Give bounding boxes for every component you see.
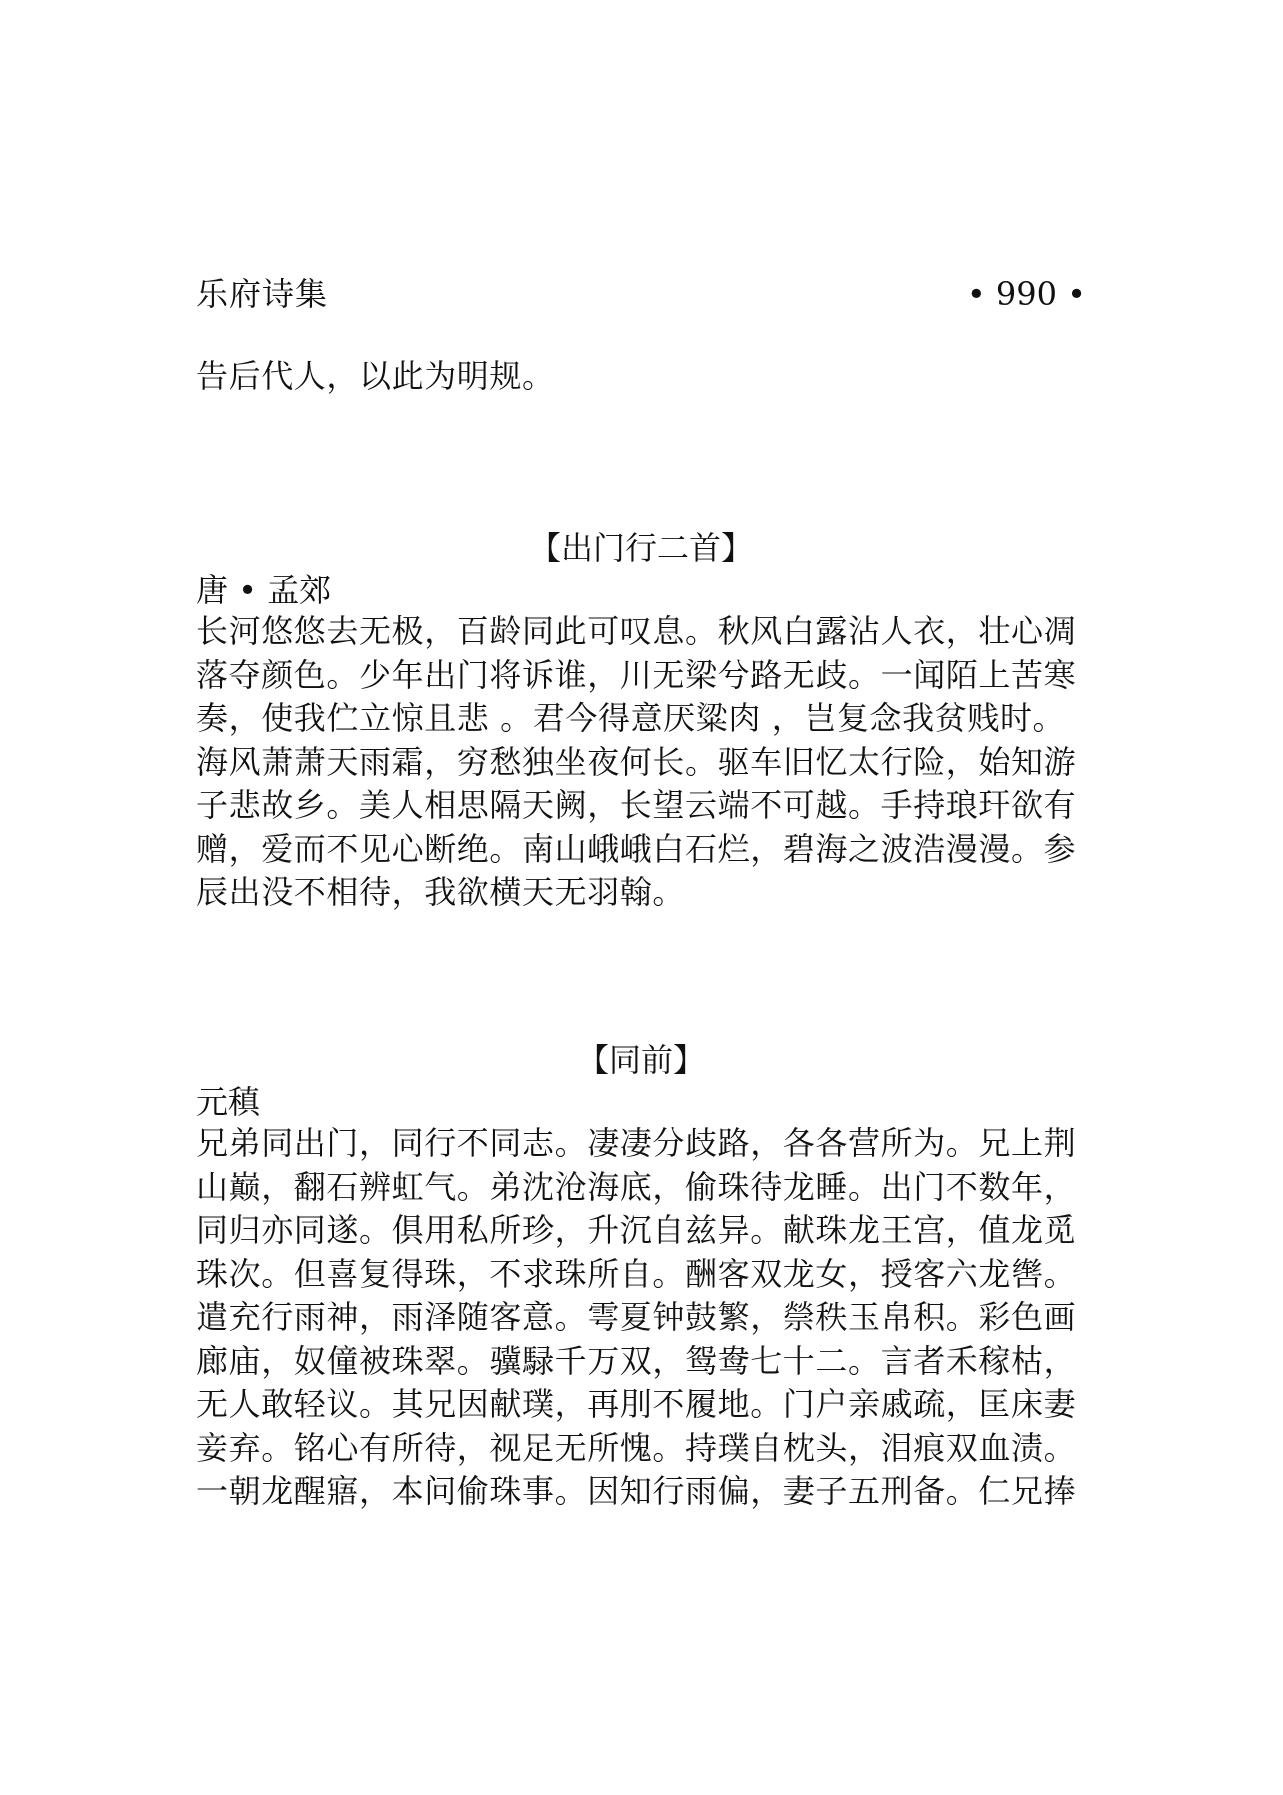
poem-line: 遣充行雨神，雨泽随客意。雩夏钟鼓繁，禜秩玉帛积。彩色画 (196, 1298, 1077, 1336)
poem-author: 唐 • 孟郊 (196, 571, 332, 609)
poem-line: 一朝龙醒寤，本问偷珠事。因知行雨偏，妻子五刑备。仁兄捧 (196, 1472, 1077, 1510)
page-number: • 990 • (966, 275, 1086, 313)
poem-line: 辰出没不相待，我欲横天无羽翰。 (196, 873, 686, 911)
poem-line: 珠次。但喜复得珠，不求珠所自。酬客双龙女，授客六龙辔。 (196, 1254, 1077, 1293)
poem-line: 子悲故乡。美人相思隔天阙，长望云端不可越。手持琅玕欲有 (196, 786, 1077, 824)
page-header (196, 270, 1086, 318)
poem-line: 廊庙，奴僮被珠翠。骥騄千万双，鸳鸯七十二。言者禾稼枯， (196, 1341, 1077, 1380)
poem-line: 无人敢轻议。其兄因献璞，再刖不履地。门户亲戚疏，匡床妻 (196, 1385, 1077, 1423)
poem-line: 落夺颜色。少年出门将诉谁，川无梁兮路无歧。一闻陌上苦寒 (196, 655, 1077, 694)
poem-line: 海风萧萧天雨霜，穷愁独坐夜何长。驱车旧忆太行险，始知游 (196, 742, 1077, 781)
poem-body (196, 1122, 1086, 1514)
poem-title: 【同前】 (576, 1041, 705, 1079)
poem-line: 奏，使我伫立惊且悲 。君今得意厌粱肉 ，岂复念我贫贱时。 (196, 699, 1066, 737)
poem-author: 元稹 (196, 1083, 261, 1121)
book-title: 乐府诗集 (196, 275, 329, 313)
poem-line: 赠，爱而不见心断绝。南山峨峨白石烂，碧海之波浩漫漫。参 (196, 829, 1077, 868)
poem-line: 山巅，翻石辨虹气。弟沈沧海底，偷珠待龙睡。出门不数年， (196, 1167, 1077, 1206)
poem-line: 同归亦同遂。俱用私所珍，升沉自兹异。献珠龙王宫，值龙觅 (196, 1211, 1077, 1249)
intro-line: 告后代人，以此为明规。 (196, 357, 555, 395)
poem-title: 【出门行二首】 (528, 529, 753, 567)
poem-line: 妾弃。铭心有所待，视足无所愧。持璞自枕头，泪痕双血渍。 (196, 1428, 1077, 1467)
poem-line: 长河悠悠去无极，百龄同此可叹息。秋风白露沾人衣，壮心凋 (196, 612, 1077, 650)
poem-line: 兄弟同出门，同行不同志。凄凄分歧路，各各营所为。兄上荆 (196, 1124, 1077, 1162)
poem-body (196, 610, 1086, 915)
